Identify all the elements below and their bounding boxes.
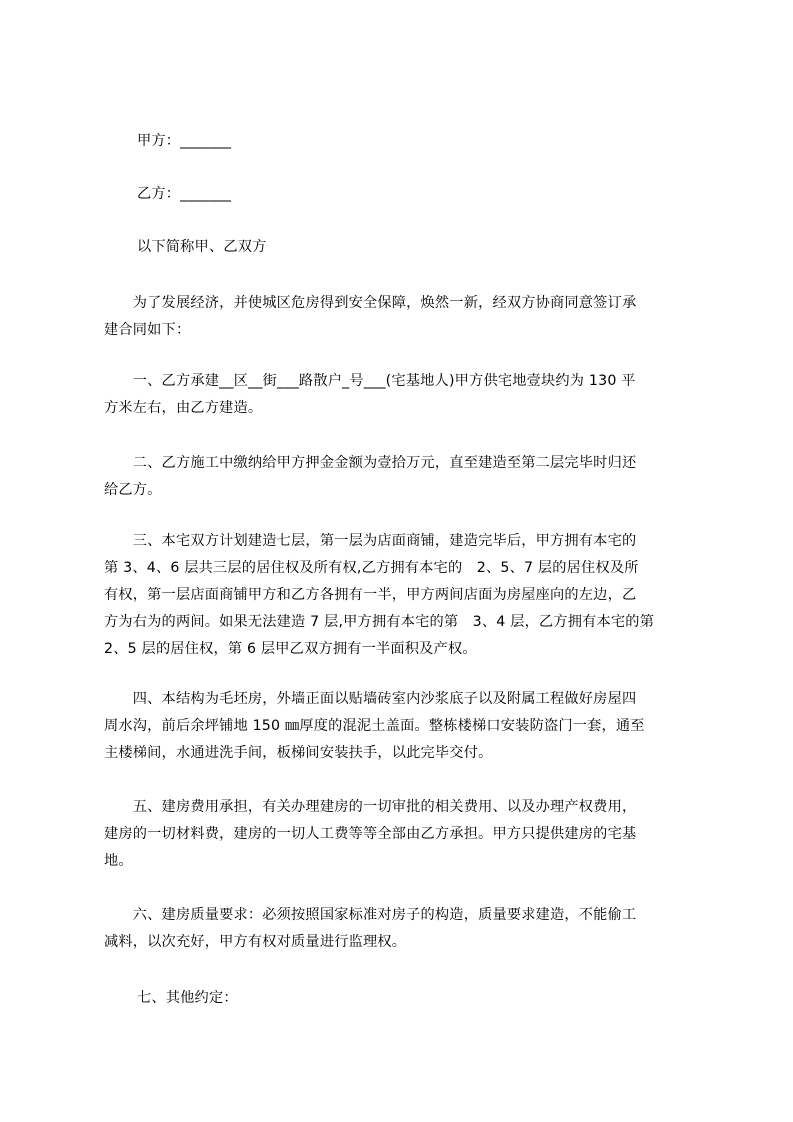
clause-3-paragraph (104, 528, 700, 663)
paragraph-line: 六、建房质量要求：必须按照国家标准对房子的构造，质量要求建造，不能偷工 (104, 907, 637, 923)
paragraph-line: 为了发展经济，并使城区危房得到安全保障，焕然一新，经双方协商同意签订承 (104, 295, 637, 311)
intro-text: 以下简称甲、乙双方 (137, 239, 267, 255)
paragraph-line: 有权，第一层店面商铺甲方和乙方各拥有一半，甲方两间店面为房屋座向的左边，乙 (104, 587, 637, 603)
paragraph-line: 一、乙方承建__区__街___路散户_号___(宅基地人)甲方供宅地壹块约为 130 平 (104, 373, 636, 389)
paragraph-line: 建合同如下： (104, 322, 191, 338)
clause-5-paragraph (104, 794, 700, 875)
intro-line (137, 234, 733, 261)
clause-1-paragraph (104, 368, 700, 422)
party-b-text: 乙方：_______ (137, 186, 232, 202)
paragraph-line: 第 3、4、6 层共三层的居住权及所有权,乙方拥有本宅的 2、5、7 层的居住权及所 (104, 560, 639, 576)
party-a-text: 甲方：_______ (137, 133, 232, 149)
paragraph-line: 方为右为的两间。如果无法建造 7 层,甲方拥有本宅的第 3、4 层，乙方拥有本宅的第 (104, 614, 655, 630)
purpose-paragraph (104, 290, 700, 344)
paragraph-line: 地。 (104, 853, 133, 869)
paragraph-line: 减料，以次充好，甲方有权对质量进行监理权。 (104, 934, 407, 950)
clause-2-paragraph (104, 450, 700, 504)
paragraph-line: 四、本结构为毛坯房，外墙正面以贴墙砖室内沙浆底子以及附属工程做好房屋四 (104, 691, 637, 707)
paragraph-line: 二、乙方施工中缴纳给甲方押金金额为壹拾万元，直至建造至第二层完毕时归还 (104, 455, 637, 471)
paragraph-line: 2、5 层的居住权，第 6 层甲乙双方拥有一半面积及产权。 (104, 641, 477, 657)
paragraph-line: 主楼梯间，水通进洗手间，板梯间安装扶手，以此完毕交付。 (104, 745, 493, 761)
paragraph-line: 五、建房费用承担，有关办理建房的一切审批的相关费用、以及办理产权费用， (104, 799, 637, 815)
clause-7-heading-text: 七、其他约定： (137, 990, 238, 1006)
party-b-line (137, 181, 733, 208)
clause-7-heading (137, 985, 733, 1012)
party-a-line (137, 128, 733, 155)
paragraph-line: 周水沟，前后余坪铺地 150 ㎜厚度的混泥土盖面。整栋楼梯口安装防盗门一套，通至 (104, 718, 645, 734)
clause-4-paragraph (104, 686, 700, 767)
clause-6-paragraph (104, 902, 700, 956)
paragraph-line: 给乙方。 (104, 482, 162, 498)
paragraph-line: 建房的一切材料费，建房的一切人工费等等全部由乙方承担。甲方只提供建房的宅基 (104, 826, 637, 842)
paragraph-line: 方米左右，由乙方建造。 (104, 400, 263, 416)
paragraph-line: 三、本宅双方计划建造七层，第一层为店面商铺，建造完毕后，甲方拥有本宅的 (104, 533, 637, 549)
